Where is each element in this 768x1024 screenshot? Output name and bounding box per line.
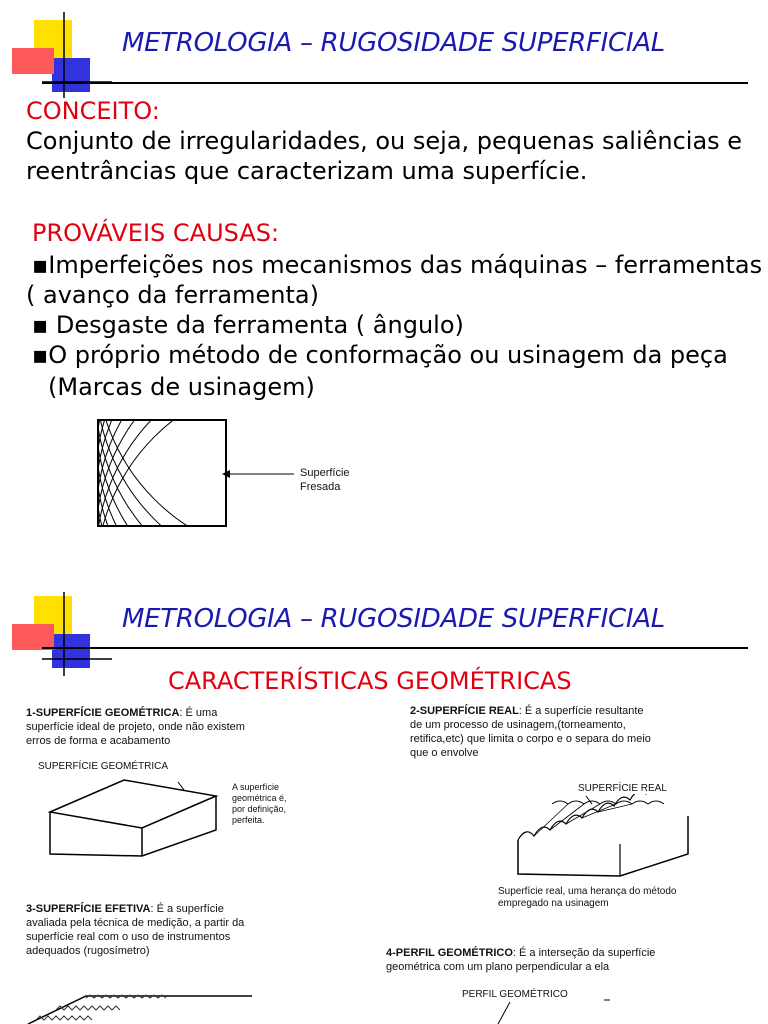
cause-3: ▪O próprio método de conformação ou usinagem da peça (32, 341, 728, 369)
cause-1-continued: ( avanço da ferramenta) (26, 281, 319, 309)
fig4-label: PERFIL GEOMÉTRICO (462, 989, 568, 1000)
fig2-note-1: Superfície real, uma herança do método (498, 886, 677, 897)
slide-2 (0, 580, 768, 1024)
concept-line-1: Conjunto de irregularidades, ou seja, pequenas saliências e (26, 127, 743, 155)
concept-heading: CONCEITO: (26, 97, 160, 125)
item-1-line-1: 1-SUPERFÍCIE GEOMÉTRICA: É uma (26, 707, 218, 719)
fig2-label: SUPERFÍCIE REAL (578, 783, 667, 794)
fig1-label: SUPERFÍCIE GEOMÉTRICA (38, 761, 169, 772)
title-rule (42, 82, 748, 84)
item-2-line-4: que o envolve (410, 747, 479, 759)
item-1-line-2: superfície ideal de projeto, onde não existem (26, 721, 245, 733)
item-2-line-1: 2-SUPERFÍCIE REAL: É a superfície resultante (410, 705, 644, 717)
arrow-left-icon (222, 468, 296, 480)
slide-logo-icon (12, 12, 112, 102)
fig1-note-3: por definição, (232, 804, 287, 814)
milled-surface-figure (96, 418, 230, 530)
item-3-line-2: avaliada pela técnica de medição, a partir da (26, 917, 245, 929)
concept-line-2: reentrâncias que caracterizam uma superfície. (26, 157, 588, 185)
fig1-note-4: perfeita. (232, 815, 265, 825)
slide-title: METROLOGIA – RUGOSIDADE SUPERFICIAL (122, 604, 665, 634)
item-4-line-1: 4-PERFIL GEOMÉTRICO: É a interseção da superfície (386, 947, 656, 959)
item-3-line-3: superfície real com o uso de instrumentos (26, 931, 231, 943)
fig2-note-2: empregado na usinagem (498, 898, 609, 909)
item-1-line-3: erros de forma e acabamento (26, 735, 171, 747)
geometric-profile-figure (490, 998, 620, 1024)
cause-1: ▪Imperfeições nos mecanismos das máquinas – ferramentas (32, 251, 763, 279)
item-4-line-2: geométrica com um plano perpendicular a ela (386, 961, 610, 973)
cause-3-continued: (Marcas de usinagem) (48, 373, 315, 401)
geometric-surface-figure (44, 770, 224, 860)
item-3-line-4: adequados (rugosímetro) (26, 945, 150, 957)
fig1-note-1: A superfície (232, 782, 280, 792)
item-2-line-2: de um processo de usinagem,(torneamento, (410, 719, 626, 731)
effective-surface-figure (26, 990, 256, 1024)
cause-2: ▪ Desgaste da ferramenta ( ângulo) (32, 311, 464, 339)
slide-title: METROLOGIA – RUGOSIDADE SUPERFICIAL (122, 28, 665, 58)
fig1-note-2: geométrica é, (232, 793, 287, 803)
item-2-line-3: retifica,etc) que limita o corpo e o separa do meio (410, 733, 651, 745)
title-rule (42, 647, 748, 649)
item-3-line-1: 3-SUPERFÍCIE EFETIVA: É a superfície (26, 903, 224, 915)
slide-logo-icon (12, 592, 112, 682)
real-surface-figure (512, 794, 692, 880)
figure-label-line-2: Fresada (300, 481, 341, 493)
figure-label-line-1: Superfície (300, 467, 350, 479)
subtitle: CARACTERÍSTICAS GEOMÉTRICAS (168, 667, 572, 695)
causes-heading: PROVÁVEIS CAUSAS: (32, 219, 280, 247)
